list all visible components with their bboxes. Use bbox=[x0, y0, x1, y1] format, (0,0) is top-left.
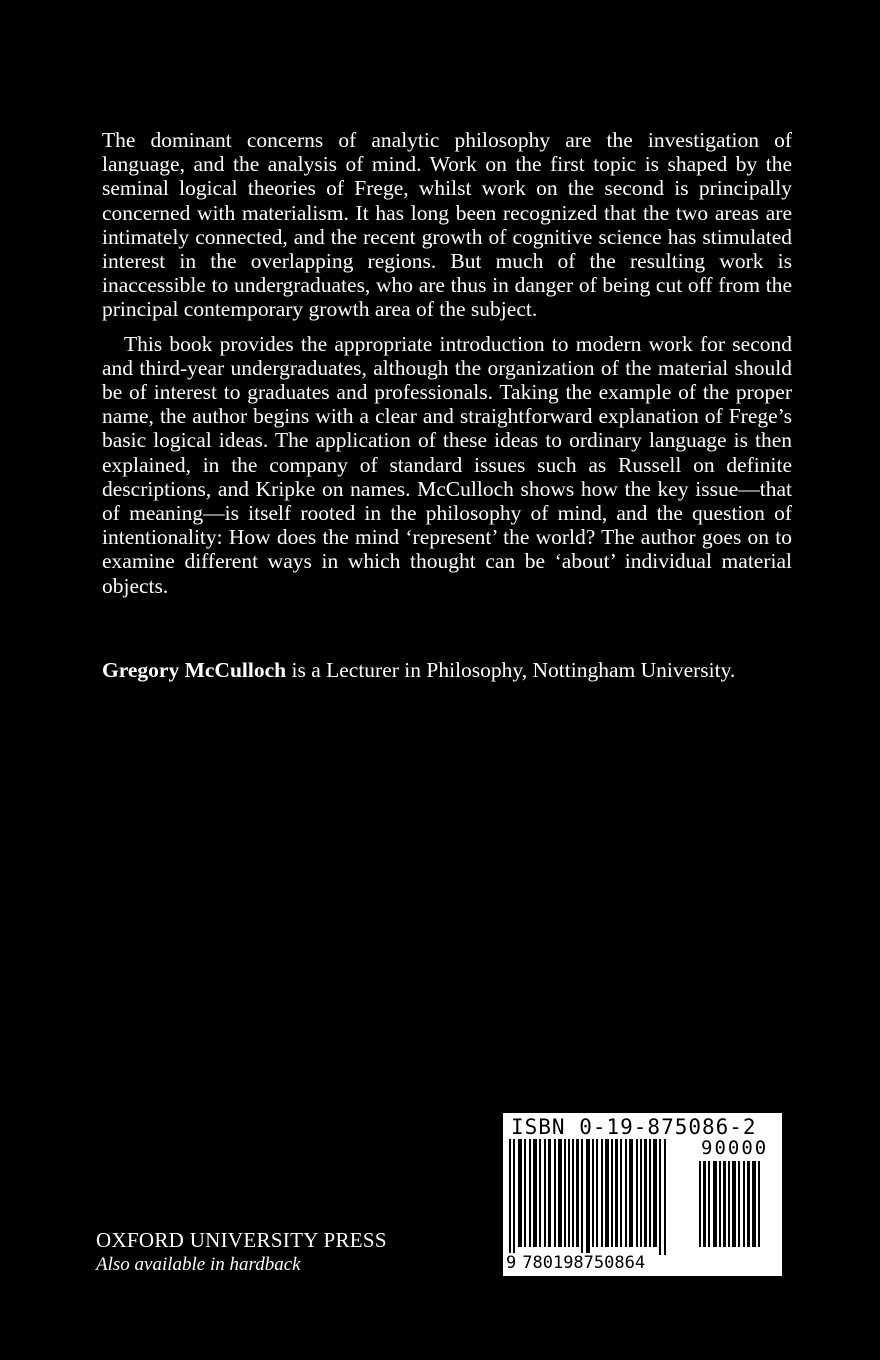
barcode-bar bbox=[513, 1139, 515, 1255]
barcode-bar bbox=[699, 1161, 701, 1247]
barcode-bar bbox=[615, 1139, 618, 1247]
barcode-bar bbox=[601, 1139, 603, 1247]
barcode-bar bbox=[723, 1161, 726, 1247]
isbn-barcode bbox=[503, 1113, 782, 1276]
barcode-bar bbox=[743, 1161, 745, 1247]
barcode-bar bbox=[758, 1161, 760, 1247]
isbn-label: ISBN 0-19-875086-2 bbox=[511, 1115, 757, 1139]
barcode-number: 780198750864 bbox=[522, 1253, 646, 1273]
barcode-bar bbox=[719, 1161, 721, 1247]
barcode-bar bbox=[524, 1139, 526, 1247]
barcode-bar bbox=[747, 1161, 750, 1247]
barcode-bar bbox=[738, 1161, 740, 1247]
barcode-bar bbox=[572, 1139, 574, 1247]
description-paragraph-1: The dominant concerns of analytic philosophy are the investigation of language, and the analysis of mind. Work on the first topic is shaped by the seminal logical theories of Frege, whilst work on the second is principally concerned with materialism. It has long been recognized that the two areas are intimately connected, and the recent growth of cognitive science has stimulated interest in the overlapping regions. But much of the resulting work is inaccessible to undergraduates, who are thus in danger of being cut off from the principal contemporary growth area of the subject. bbox=[102, 128, 792, 322]
availability-note: Also available in hardback bbox=[96, 1254, 301, 1275]
author-name: Gregory McCulloch bbox=[102, 658, 287, 682]
barcode-bar bbox=[640, 1139, 642, 1247]
barcode-bar bbox=[568, 1139, 570, 1247]
barcode-bar bbox=[544, 1139, 546, 1247]
barcode-bar bbox=[576, 1139, 579, 1247]
barcode-first-digit: 9 bbox=[506, 1253, 517, 1273]
description-paragraph-2: This book provides the appropriate introduction to modern work for second and third-year undergraduates, although the organization of the material should be of interest to graduates and professionals. Taking the example of the proper name, the author begins with a clear and straightforward explanation of Frege’s basic logical ideas. The application of these ideas to ordinary language is then explained, in the company of standard issues such as Russell on definite descriptions, and Kripke on names. McCulloch shows how the key issue—that of meaning—is itself rooted in the philosophy of mind, and the question of intentionality: How does the mind ‘represent’ the world? The author goes on to examine different ways in which thought can be ‘about’ individual material objects. bbox=[102, 331, 792, 598]
barcode-bar bbox=[558, 1139, 562, 1247]
barcode-bar bbox=[581, 1139, 583, 1255]
barcode-bar bbox=[625, 1139, 627, 1247]
barcode-bar bbox=[518, 1139, 522, 1247]
barcode-bar bbox=[752, 1161, 756, 1247]
author-bio bbox=[102, 658, 742, 682]
barcode-bar bbox=[586, 1139, 590, 1255]
barcode-bar bbox=[653, 1139, 657, 1247]
barcode-bar bbox=[636, 1139, 638, 1247]
barcode-bar bbox=[533, 1139, 537, 1247]
barcode-bar bbox=[529, 1139, 531, 1247]
barcode-bar bbox=[548, 1139, 551, 1247]
price-code: 90000 bbox=[701, 1137, 769, 1159]
barcode-bar bbox=[703, 1161, 706, 1247]
barcode-bar bbox=[596, 1139, 598, 1247]
barcode-bar bbox=[732, 1161, 736, 1247]
publisher-name: OXFORD UNIVERSITY PRESS bbox=[96, 1228, 387, 1252]
barcode-bar bbox=[629, 1139, 633, 1247]
barcode-bar bbox=[605, 1139, 609, 1247]
barcode-bar bbox=[611, 1139, 613, 1247]
barcode-digits bbox=[506, 1253, 645, 1273]
book-description bbox=[102, 128, 792, 598]
barcode-bar bbox=[664, 1139, 666, 1255]
barcode-bar bbox=[708, 1161, 710, 1247]
barcode-bar bbox=[592, 1139, 594, 1247]
barcode-bars bbox=[509, 1139, 687, 1255]
barcode-bar bbox=[659, 1139, 661, 1255]
barcode-bar bbox=[713, 1161, 717, 1247]
barcode-bar bbox=[564, 1139, 566, 1247]
price-barcode-bars bbox=[699, 1161, 775, 1255]
barcode-bar bbox=[509, 1139, 511, 1255]
barcode-bar bbox=[728, 1161, 730, 1247]
barcode-bar bbox=[620, 1139, 622, 1247]
author-description: is a Lecturer in Philosophy, Nottingham University. bbox=[291, 658, 736, 682]
barcode-bar bbox=[649, 1139, 651, 1247]
barcode-bar bbox=[539, 1139, 541, 1247]
barcode-bar bbox=[644, 1139, 647, 1247]
barcode-bar bbox=[554, 1139, 556, 1247]
